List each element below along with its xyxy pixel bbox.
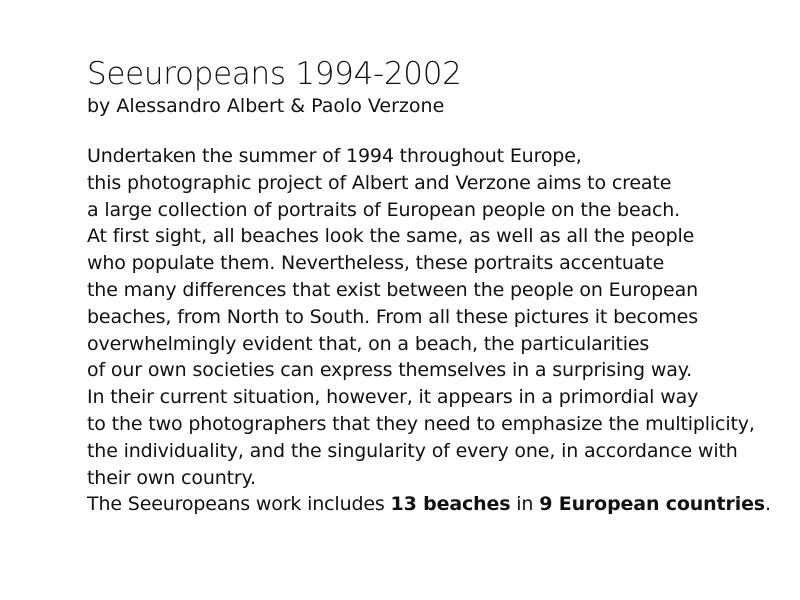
body-line: the many differences that exist between the people on European <box>87 278 698 301</box>
final-line-middle: in <box>510 493 540 516</box>
body-line: overwhelmingly evident that, on a beach, the particularities <box>87 332 650 355</box>
body-line: the individuality, and the singularity of every one, in accordance with <box>87 439 738 462</box>
final-line-suffix: . <box>764 493 771 516</box>
body-line: Undertaken the summer of 1994 throughout Europe, <box>87 145 582 167</box>
body-line: this photographic project of Albert and Verzone aims to create <box>87 171 672 194</box>
body-line: who populate them. Nevertheless, these portraits accentuate <box>87 252 665 275</box>
body-line: their own country. <box>87 466 256 489</box>
body-line: beaches, from North to South. From all these pictures it becomes <box>87 305 698 328</box>
body-line: In their current situation, however, it appears in a primordial way <box>87 386 699 409</box>
body-line: a large collection of portraits of European people on the beach. <box>87 198 681 221</box>
document-title: Seeuropeans 1994-2002 <box>87 56 462 92</box>
beach-count: 13 beaches <box>390 493 511 516</box>
final-line <box>87 491 787 518</box>
document <box>87 54 787 518</box>
final-line-prefix: The Seeuropeans work includes <box>87 493 391 516</box>
body-line: of our own societies can express themselves in a surprising way. <box>87 359 693 382</box>
body-text <box>87 143 787 518</box>
body-line: to the two photographers that they need to emphasize the multiplicity, <box>87 412 755 435</box>
body-line: At first sight, all beaches look the same, as well as all the people <box>87 225 695 248</box>
document-subtitle: by Alessandro Albert & Paolo Verzone <box>87 95 445 117</box>
country-count: 9 European countries <box>539 493 765 516</box>
